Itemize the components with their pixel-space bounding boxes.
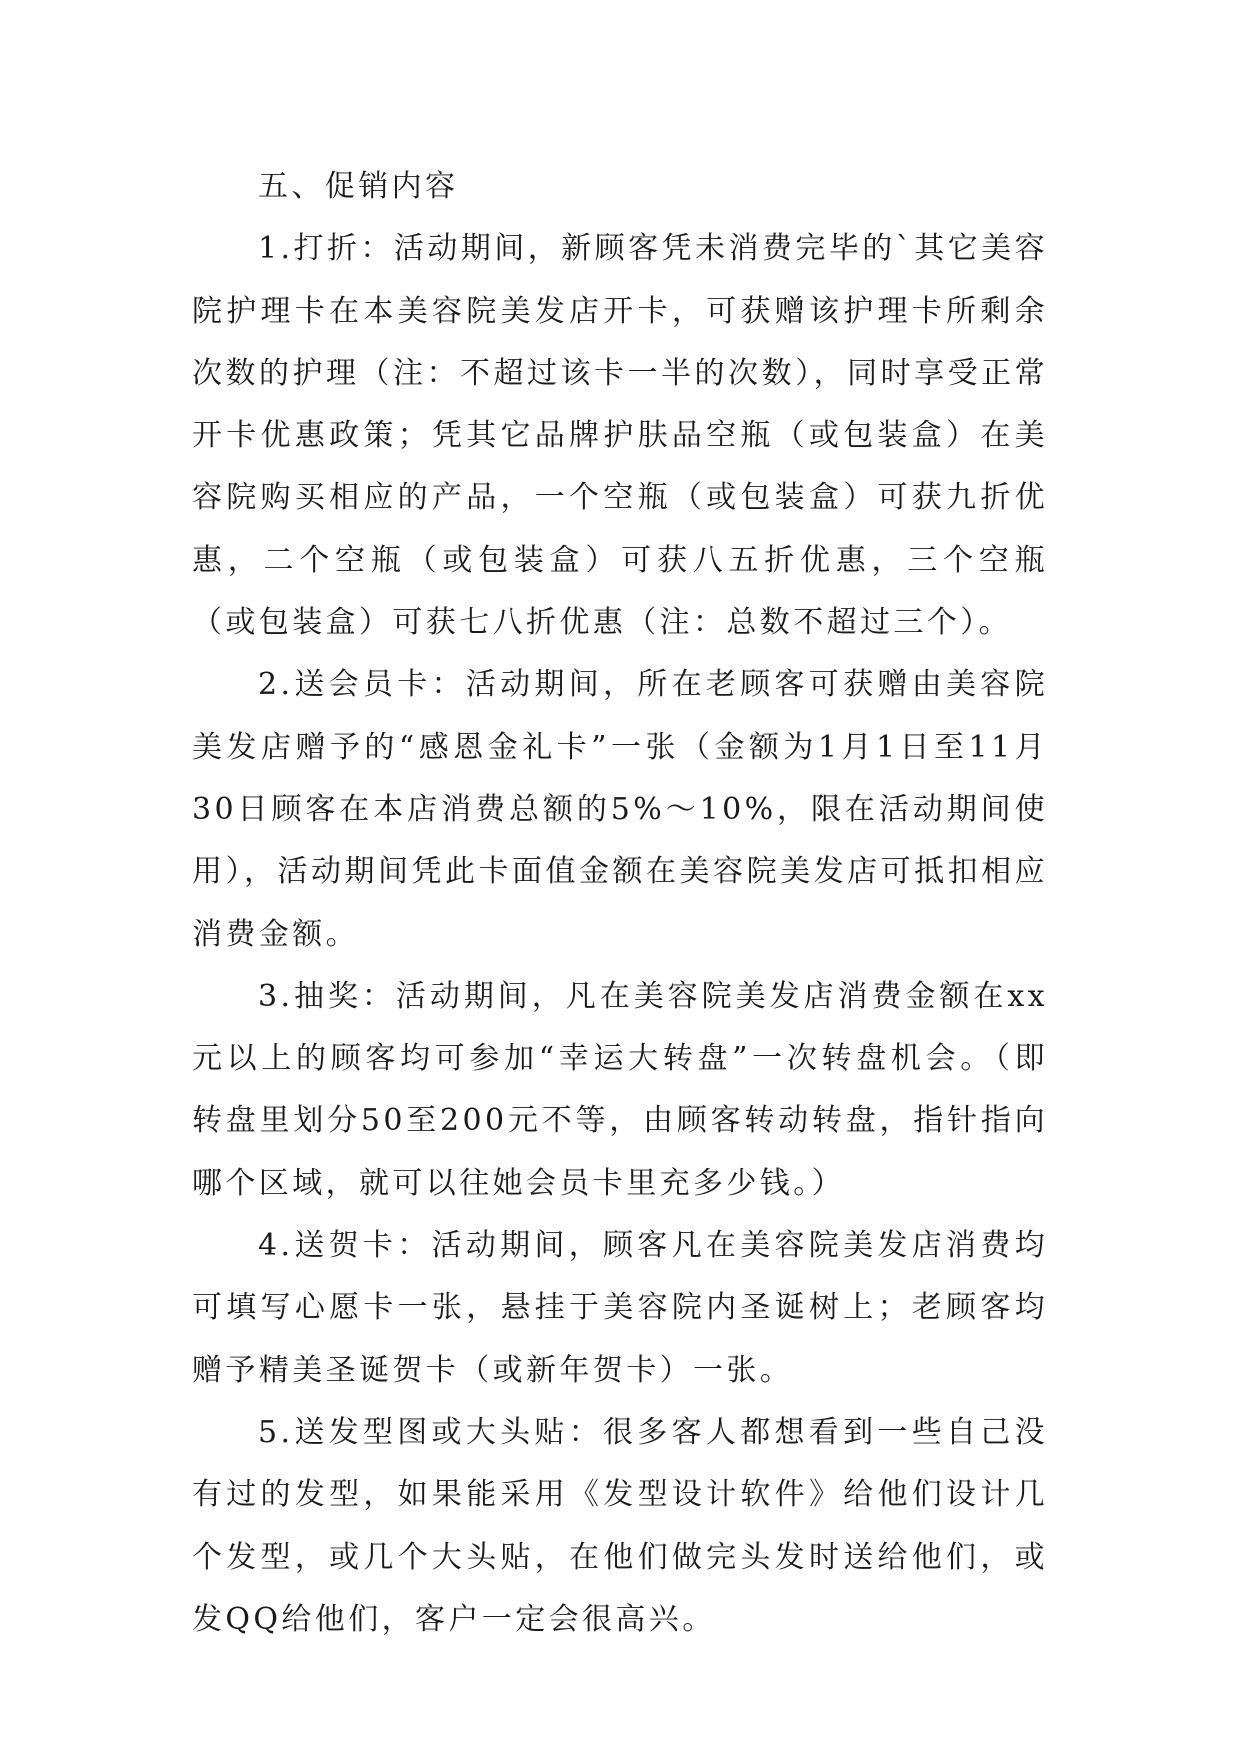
paragraph-lottery: 3.抽奖：活动期间，凡在美容院美发店消费金额在xx元以上的顾客均可参加“幸运大转盘”一次转盘机会。（即转盘里划分50至200元不等，由顾客转动转盘，指针指向哪个区域，就可以往她会员卡里充多少钱。）	[192, 978, 1048, 1201]
document-body	[192, 156, 1048, 1651]
paragraph-membership-card: 2.送会员卡：活动期间，所在老顾客可获赠由美容院美发店赠予的“感恩金礼卡”一张（金额为1月1日至11月30日顾客在本店消费总额的5%～10%，限在活动期间使用），活动期间凭此卡面值金额在美容院美发店可抵扣相应消费金额。	[192, 667, 1048, 952]
paragraph-hairstyle-photo: 5.送发型图或大头贴：很多客人都想看到一些自己没有过的发型，如果能采用《发型设计软件》给他们设计几个发型，或几个大头贴，在他们做完头发时送给他们，或发QQ给他们，客户一定会很高兴。	[192, 1414, 1048, 1637]
paragraph-discount: 1.打折：活动期间，新顾客凭未消费完毕的`其它美容院护理卡在本美容院美发店开卡，可获赠该护理卡所剩余次数的护理（注：不超过该卡一半的次数），同时享受正常开卡优惠政策；凭其它品牌护肤品空瓶（或包装盒）在美容院购买相应的产品，一个空瓶（或包装盒）可获九折优惠，二个空瓶（或包装盒）可获八五折优惠，三个空瓶（或包装盒）可获七八折优惠（注：总数不超过三个）。	[192, 231, 1048, 641]
paragraph-greeting-card: 4.送贺卡：活动期间，顾客凡在美容院美发店消费均可填写心愿卡一张，悬挂于美容院内圣诞树上；老顾客均赠予精美圣诞贺卡（或新年贺卡）一张。	[192, 1228, 1048, 1388]
section-title: 五、促销内容	[258, 169, 459, 204]
